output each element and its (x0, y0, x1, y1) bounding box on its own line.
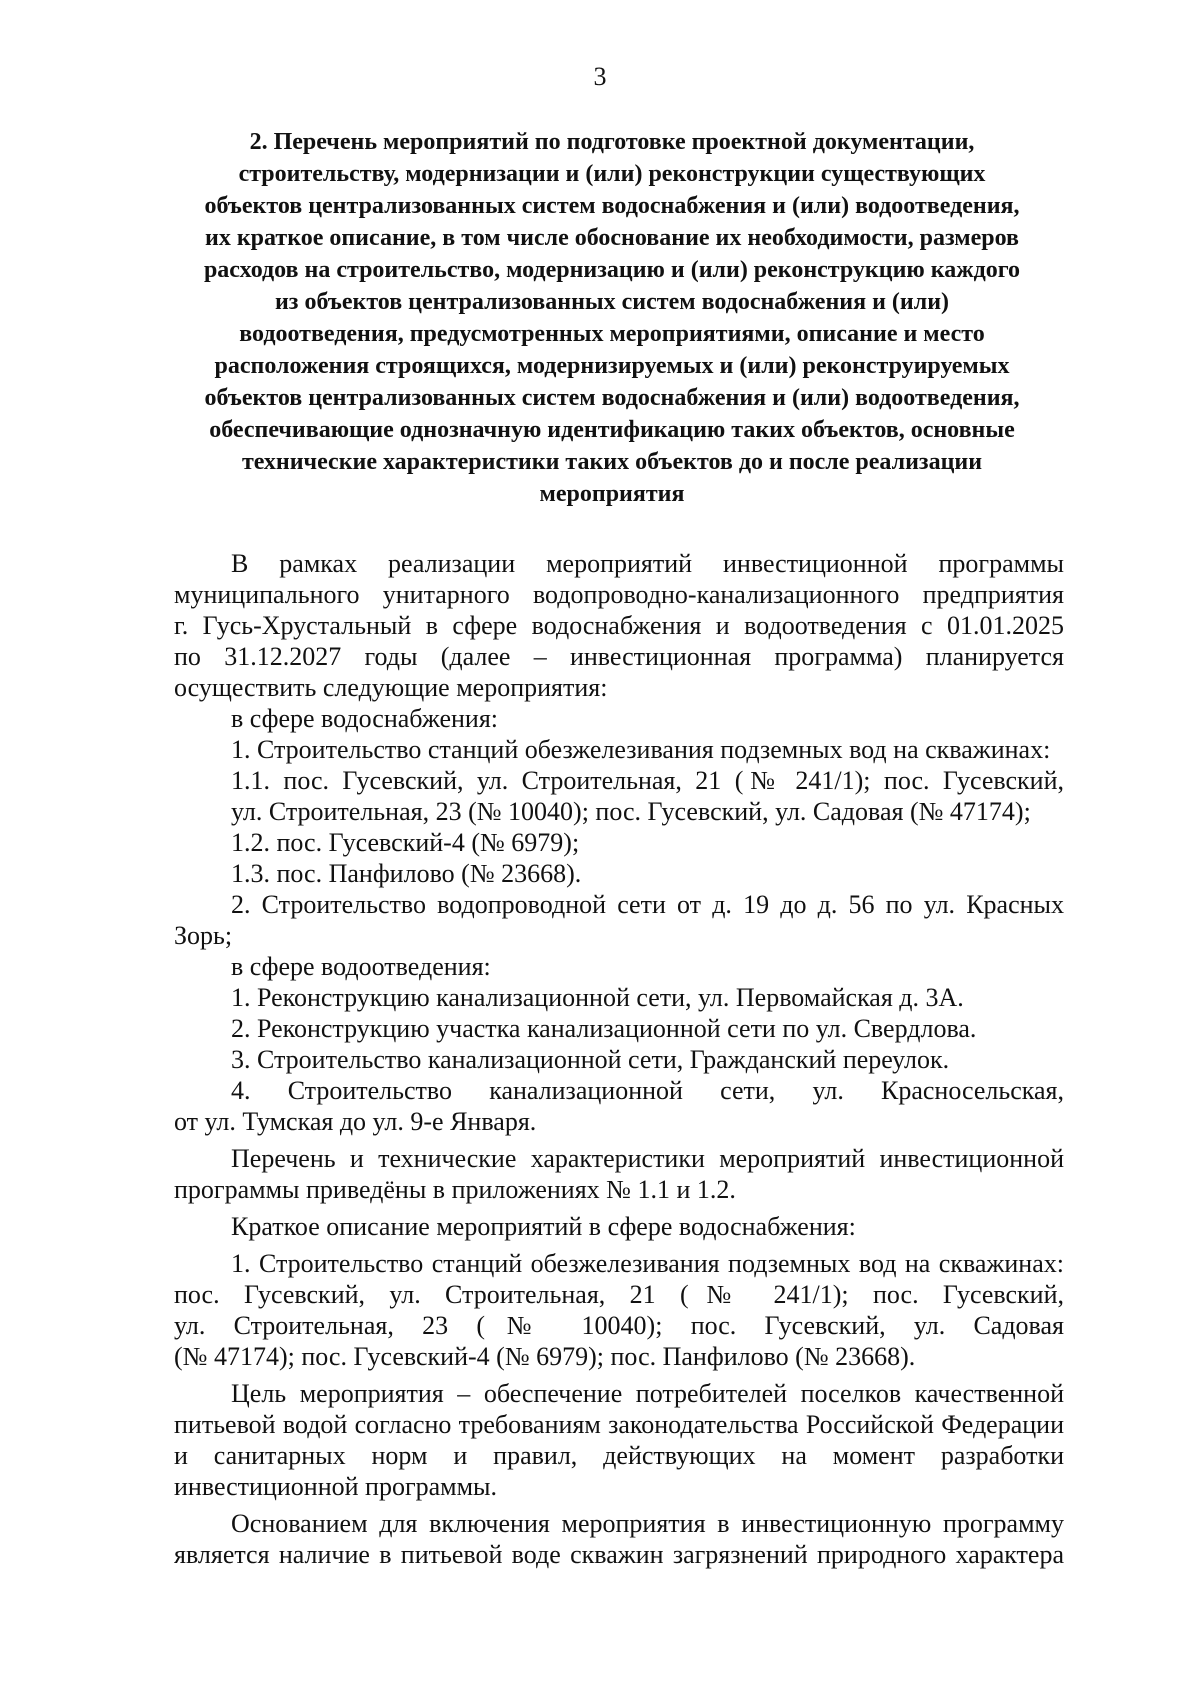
water-supply-header: в сфере водоснабжения: (231, 704, 499, 733)
heading-line: из объектов централизованных систем водоснабжения и (или) (274, 289, 950, 315)
list-item (174, 889, 1064, 951)
text-line: ул. Строительная, 23 (№ 10040); пос. Гусевский, ул. Садовая (№ 47174); (231, 797, 1031, 826)
heading-line: 2. Перечень мероприятий по подготовке проектной документации, (249, 129, 975, 155)
heading-line: расположения строящихся, модернизируемых и (или) реконструируемых (214, 353, 1010, 379)
text-line: осуществить следующие мероприятия: (174, 673, 608, 702)
text-line: по 31.12.2027 годы (далее – инвестиционная программа) планируется (174, 642, 1064, 671)
heading-line: объектов централизованных систем водоснабжения и (или) водоотведения, (204, 193, 1020, 219)
heading-line: их краткое описание, в том числе обоснование их необходимости, размеров (205, 225, 1019, 251)
text-line: В рамках реализации мероприятий инвестиционной программы (231, 549, 1064, 578)
brief-description-item (174, 1248, 1064, 1372)
list-item: 2. Реконструкцию участка канализационной сети по ул. Свердлова. (231, 1014, 977, 1043)
text-line: инвестиционной программы. (174, 1472, 498, 1501)
list-item: 3. Строительство канализационной сети, Гражданский переулок. (231, 1045, 950, 1074)
heading-line: расходов на строительство, модернизацию и (или) реконструкцию каждого (203, 257, 1021, 283)
goal-paragraph (174, 1378, 1064, 1502)
list-item (174, 765, 1064, 827)
heading-line: строительству, модернизации и (или) реконструкции существующих (238, 161, 986, 187)
list-item: 1.3. пос. Панфилово (№ 23668). (231, 859, 582, 888)
brief-description-header: Краткое описание мероприятий в сфере водоснабжения: (231, 1212, 856, 1241)
text-line: пос. Гусевский, ул. Строительная, 21 (№ 241/1); пос. Гусевский, (174, 1280, 1064, 1309)
text-line: от ул. Тумская до ул. 9-е Января. (174, 1107, 537, 1136)
text-line: ул. Строительная, 23 (№ 10040); пос. Гусевский, ул. Садовая (174, 1311, 1064, 1340)
text-line: Цель мероприятия – обеспечение потребителей поселков качественной (231, 1379, 1064, 1408)
text-line: Зорь; (174, 921, 233, 950)
heading-line: мероприятия (539, 481, 685, 507)
section-heading (160, 126, 1064, 510)
text-line: 1. Строительство станций обезжелезивания подземных вод на скважинах: (231, 1249, 1064, 1278)
text-line: и санитарных норм и правил, действующих на момент разработки (174, 1441, 1064, 1470)
list-item: 1. Реконструкцию канализационной сети, ул. Первомайская д. 3А. (231, 983, 964, 1012)
list-item: 1.2. пос. Гусевский-4 (№ 6979); (231, 828, 580, 857)
text-line: программы приведёны в приложениях № 1.1 и 1.2. (174, 1175, 736, 1204)
text-line: 1.1. пос. Гусевский, ул. Строительная, 21 (№ 241/1); пос. Гусевский, (231, 766, 1064, 795)
text-line: Основанием для включения мероприятия в инвестиционную программу (231, 1509, 1064, 1538)
text-line: г. Гусь-Хрустальный в сфере водоснабжения и водоотведения с 01.01.2025 (174, 611, 1064, 640)
page-number: 3 (593, 62, 607, 91)
list-reference-paragraph (174, 1143, 1064, 1205)
heading-line: обеспечивающие однозначную идентификацию таких объектов, основные (209, 417, 1015, 443)
text-line: (№ 47174); пос. Гусевский-4 (№ 6979); пос. Панфилово (№ 23668). (174, 1342, 916, 1371)
text-line: Перечень и технические характеристики мероприятий инвестиционной (231, 1144, 1064, 1173)
text-line: является наличие в питьевой воде скважин загрязнений природного характера (174, 1540, 1064, 1569)
document-body (174, 548, 1064, 1570)
heading-line: объектов централизованных систем водоснабжения и (или) водоотведения, (204, 385, 1020, 411)
text-line: 2. Строительство водопроводной сети от д. 19 до д. 56 по ул. Красных (231, 890, 1064, 919)
basis-paragraph (174, 1508, 1064, 1570)
text-line: муниципального унитарного водопроводно-канализационного предприятия (174, 580, 1064, 609)
heading-line: водоотведения, предусмотренных мероприятиями, описание и место (239, 321, 985, 347)
list-item: 1. Строительство станций обезжелезивания подземных вод на скважинах: (231, 735, 1051, 764)
heading-line: технические характеристики таких объектов до и после реализации (241, 449, 983, 475)
text-line: 4. Строительство канализационной сети, ул. Красносельская, (231, 1076, 1064, 1105)
sewer-header: в сфере водоотведения: (231, 952, 491, 981)
text-line: питьевой водой согласно требованиям законодательства Российской Федерации (174, 1410, 1064, 1439)
list-item (174, 1075, 1064, 1137)
intro-paragraph (174, 548, 1064, 703)
